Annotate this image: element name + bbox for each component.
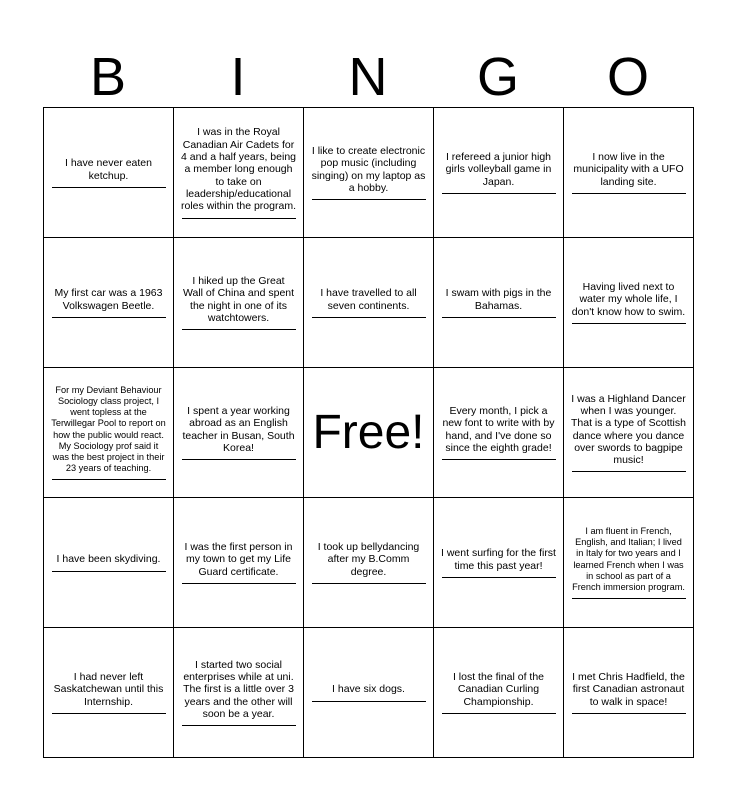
bingo-cell[interactable]: [564, 238, 694, 368]
bingo-cell[interactable]: [174, 238, 304, 368]
cell-text: I took up bellydancing after my B.Comm degree.: [317, 541, 420, 578]
signature-line: [182, 583, 296, 584]
cell-text: I had never left Saskatchewan until this Internship.: [53, 671, 164, 708]
signature-line: [442, 577, 556, 578]
bingo-cell[interactable]: [44, 498, 174, 628]
free-space-label: Free!: [312, 405, 425, 459]
bingo-cell[interactable]: [304, 108, 434, 238]
bingo-cell[interactable]: [44, 108, 174, 238]
bingo-cell[interactable]: [564, 108, 694, 238]
bingo-cell[interactable]: [434, 368, 564, 498]
cell-text: I swam with pigs in the Bahamas.: [445, 287, 552, 312]
signature-line: [312, 199, 426, 200]
cell-text: I now live in the municipality with a UFO landing site.: [573, 151, 684, 188]
signature-line: [52, 571, 166, 572]
header-letter-b: B: [89, 47, 127, 107]
signature-line: [52, 713, 166, 714]
cell-text: I spent a year working abroad as an English teacher in Busan, South Korea!: [182, 404, 295, 454]
signature-line: [572, 713, 686, 714]
bingo-cell[interactable]: [304, 498, 434, 628]
signature-line: [312, 317, 426, 318]
bingo-cell[interactable]: [174, 368, 304, 498]
bingo-cell[interactable]: [44, 628, 174, 758]
cell-text: I started two social enterprises while at uni. The first is a little over 3 years and the other will soon be a year.: [183, 658, 294, 720]
cell-text: I am fluent in French, English, and Italian; I lived in Italy for two years and I learned French when I was in school as part of a French immersion program.: [572, 525, 685, 592]
cell-text: I lost the final of the Canadian Curling Championship.: [452, 671, 545, 708]
signature-line: [572, 193, 686, 194]
signature-line: [442, 459, 556, 460]
signature-line: [442, 193, 556, 194]
signature-line: [312, 583, 426, 584]
bingo-cell[interactable]: [564, 628, 694, 758]
signature-line: [442, 713, 556, 714]
bingo-header: [43, 48, 693, 106]
bingo-cell[interactable]: [174, 108, 304, 238]
signature-line: [182, 218, 296, 219]
bingo-cell[interactable]: [44, 368, 174, 498]
header-letter-n: N: [348, 47, 388, 107]
bingo-cell[interactable]: [304, 628, 434, 758]
bingo-cell[interactable]: [44, 238, 174, 368]
signature-line: [52, 479, 166, 480]
cell-text: I have six dogs.: [332, 683, 405, 696]
free-space-cell[interactable]: [304, 368, 434, 498]
signature-line: [442, 317, 556, 318]
bingo-cell[interactable]: [434, 498, 564, 628]
bingo-cell[interactable]: [564, 368, 694, 498]
header-letter-i: I: [230, 47, 246, 107]
cell-text: I was the first person in my town to get my Life Guard certificate.: [184, 541, 293, 578]
cell-text: I have never eaten ketchup.: [65, 157, 152, 182]
cell-text: I like to create electronic pop music (including singing) on my laptop as a hobby.: [311, 144, 426, 194]
cell-text: I met Chris Hadfield, the first Canadian astronaut to walk in space!: [572, 671, 685, 708]
bingo-cell[interactable]: [434, 108, 564, 238]
cell-text: I went surfing for the first time this past year!: [441, 547, 556, 572]
header-letter-g: G: [476, 47, 519, 107]
cell-text: I have travelled to all seven continents.: [320, 287, 417, 312]
header-letter-o: O: [606, 47, 649, 107]
bingo-cell[interactable]: [174, 628, 304, 758]
cell-text: Every month, I pick a new font to write with by hand, and I've done so since the eighth grade!: [442, 404, 555, 454]
cell-text: I refereed a junior high girls volleyball game in Japan.: [445, 151, 552, 188]
bingo-cell[interactable]: [434, 628, 564, 758]
signature-line: [182, 725, 296, 726]
cell-text: I was in the Royal Canadian Air Cadets for 4 and a half years, being a member long enough to take on leadership/educational roles within the program.: [181, 126, 296, 213]
signature-line: [572, 471, 686, 472]
cell-text: Having lived next to water my whole life, I don't know how to swim.: [571, 281, 686, 318]
bingo-cell[interactable]: [434, 238, 564, 368]
cell-text: I have been skydiving.: [56, 553, 161, 566]
cell-text: My first car was a 1963 Volkswagen Beetle.: [54, 287, 163, 312]
signature-line: [52, 317, 166, 318]
bingo-grid: [43, 107, 694, 758]
signature-line: [572, 598, 686, 599]
signature-line: [182, 329, 296, 330]
bingo-cell[interactable]: [304, 238, 434, 368]
cell-text: I hiked up the Great Wall of China and spent the night in one of its watchtowers.: [182, 274, 295, 324]
signature-line: [182, 459, 296, 460]
signature-line: [52, 187, 166, 188]
bingo-cell[interactable]: [174, 498, 304, 628]
signature-line: [572, 323, 686, 324]
bingo-cell[interactable]: [564, 498, 694, 628]
cell-text: For my Deviant Behaviour Sociology class project, I went topless at the Terwillegar Pool to report on how the public would react. My Sociology prof said it was the best project in their 23 years of teaching.: [51, 384, 166, 474]
signature-line: [312, 701, 426, 702]
cell-text: I was a Highland Dancer when I was younger. That is a type of Scottish dance where you dance over swords to bagpipe music!: [571, 392, 686, 467]
